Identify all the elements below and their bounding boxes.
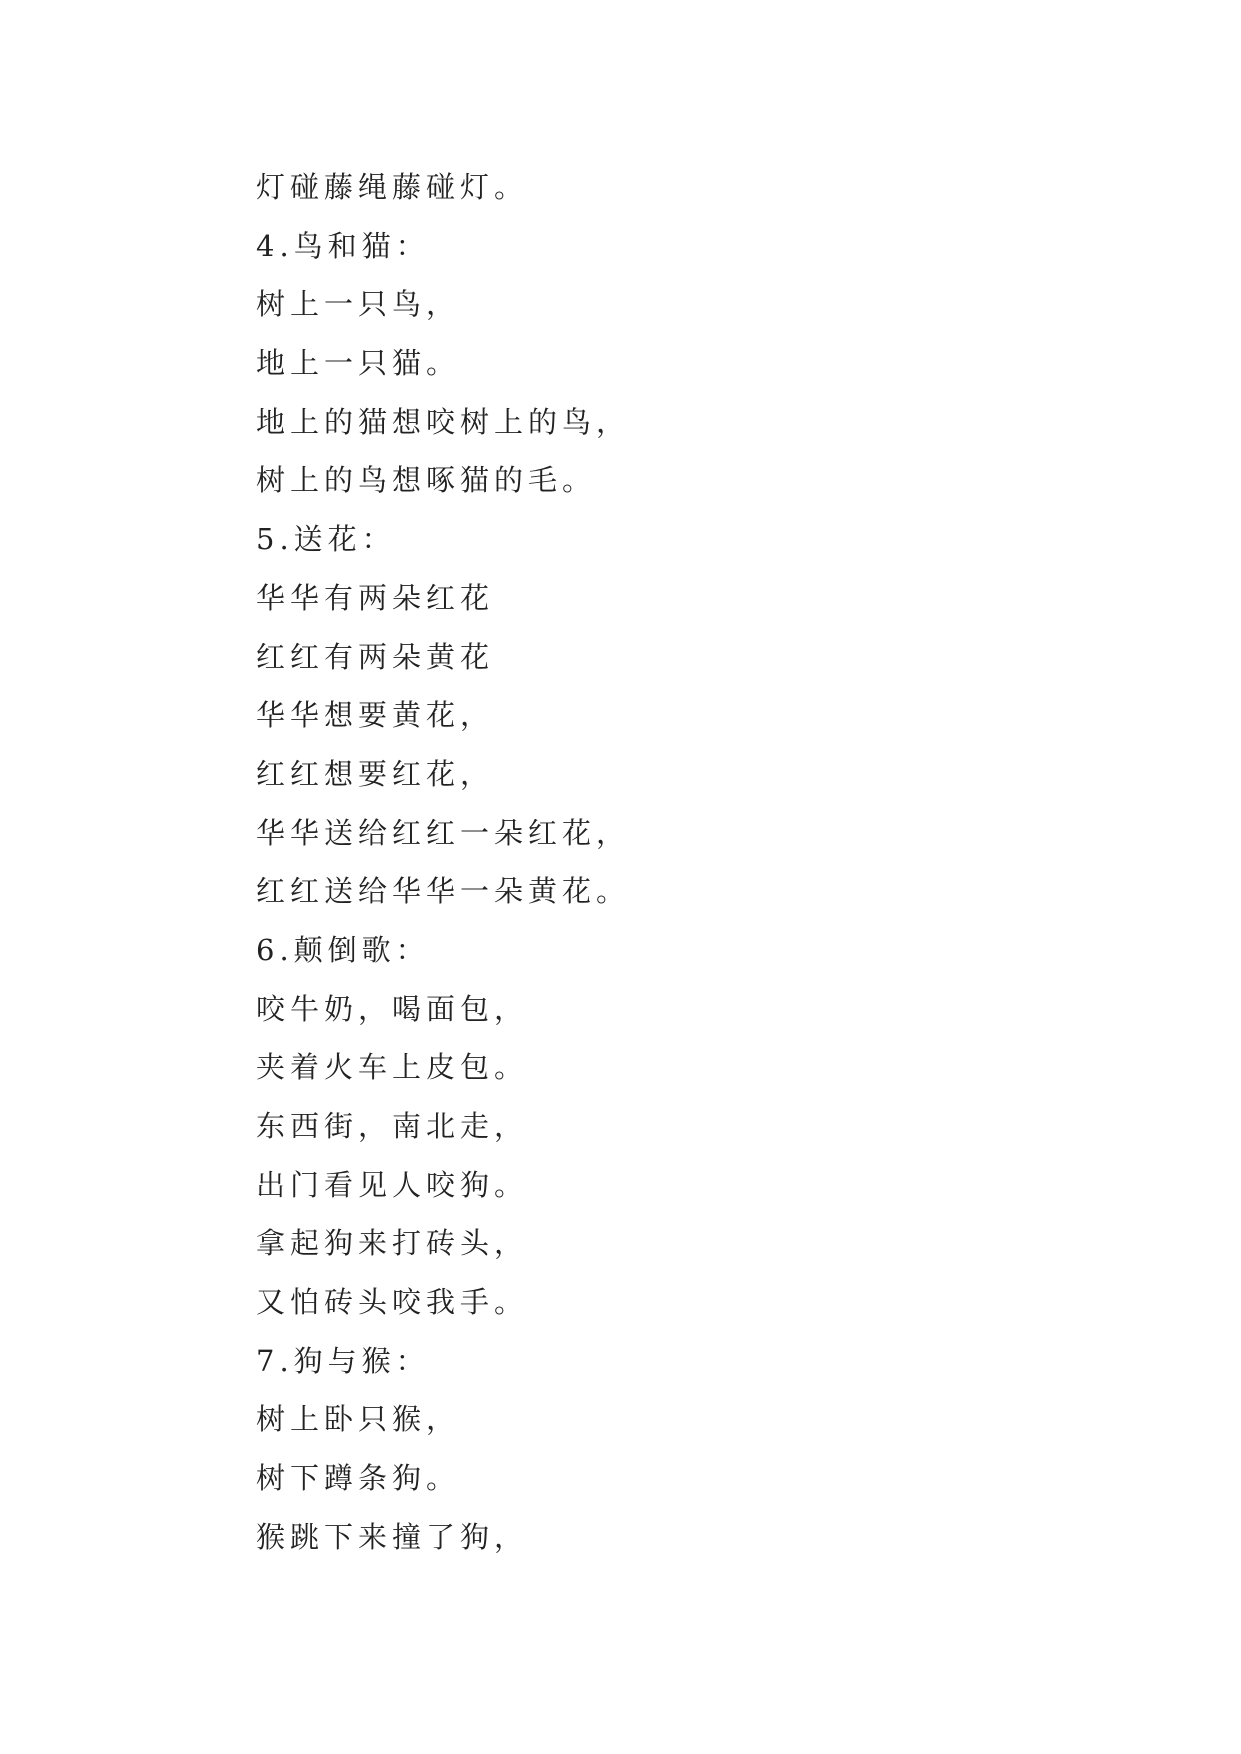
text-line: 灯碰藤绳藤碰灯。 — [256, 170, 529, 204]
text-line: 猴跳下来撞了狗， — [256, 1519, 529, 1554]
text-line: 红红想要红花， — [256, 756, 495, 791]
text-line: 咬牛奶，喝面包， — [256, 991, 529, 1026]
text-line: 拿起狗来打砖头， — [256, 1226, 529, 1261]
text-line: 红红送给华华一朵黄花。 — [256, 874, 631, 909]
text-line: 夹着火车上皮包。 — [256, 1050, 529, 1085]
text-line: 红红有两朵黄花 — [256, 639, 495, 674]
text-line: 树下蹲条狗。 — [256, 1461, 461, 1496]
text-line: 地上的猫想咬树上的鸟， — [256, 404, 631, 439]
section-heading: 7.狗与猴： — [256, 1343, 430, 1378]
text-line: 华华想要黄花， — [256, 698, 495, 733]
poem-text-block — [256, 158, 1156, 1567]
section-heading: 6.颠倒歌： — [256, 932, 430, 967]
section-heading: 5.送花： — [256, 522, 396, 557]
section-heading: 4.鸟和猫： — [256, 228, 430, 263]
text-line: 又怕砖头咬我手。 — [256, 1285, 529, 1320]
text-line: 地上一只猫。 — [256, 346, 461, 381]
text-line: 出门看见人咬狗。 — [256, 1167, 529, 1202]
text-line: 树上一只鸟， — [256, 287, 461, 322]
text-line: 华华有两朵红花 — [256, 580, 495, 615]
text-line: 树上卧只猴， — [256, 1402, 461, 1437]
text-line: 华华送给红红一朵红花， — [256, 815, 631, 850]
text-line: 东西街，南北走， — [256, 1109, 529, 1143]
text-line: 树上的鸟想啄猫的毛。 — [256, 463, 597, 498]
